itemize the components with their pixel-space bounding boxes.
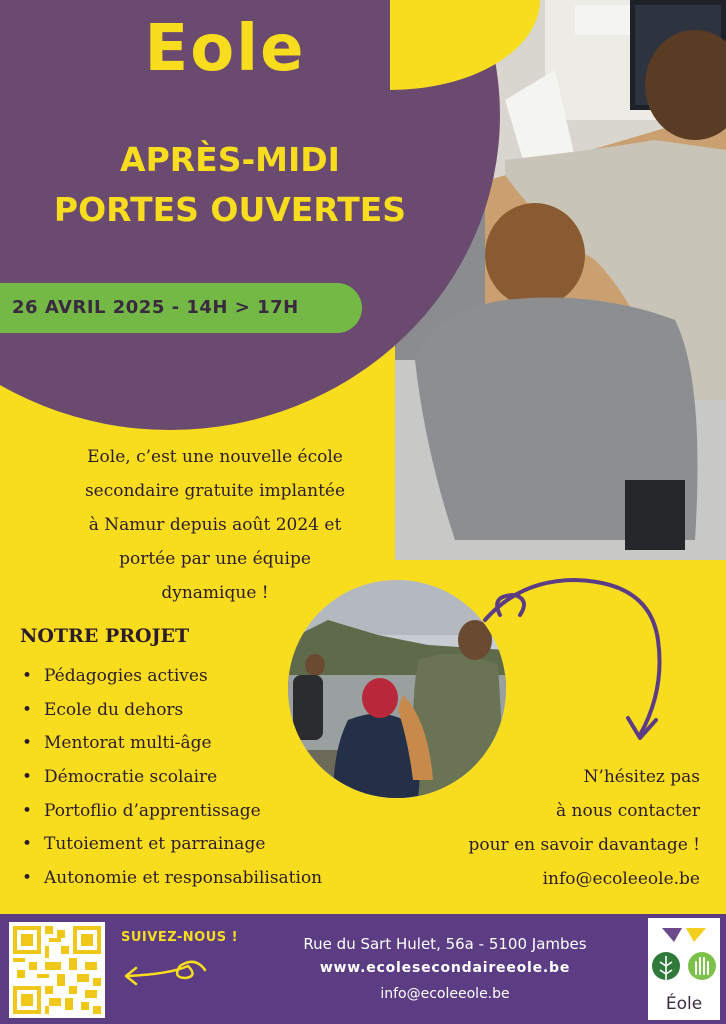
project-list bbox=[20, 660, 322, 896]
intro-line: secondaire gratuite implantée bbox=[84, 481, 346, 501]
contact-email[interactable]: info@ecoleeole.be bbox=[542, 869, 700, 889]
logo-text: Éole bbox=[665, 994, 703, 1014]
footer-address: Rue du Sart Hulet, 56a - 5100 Jambes bbox=[303, 935, 587, 953]
arrow-left-icon bbox=[120, 952, 210, 988]
list-item: • Pédagogies actives bbox=[20, 660, 322, 694]
list-item: • Ecole du dehors bbox=[20, 694, 322, 728]
event-title-line2: PORTES OUVERTES bbox=[53, 190, 407, 229]
intro-text bbox=[40, 440, 390, 610]
school-title: Eole bbox=[144, 12, 306, 86]
list-item: • Démocratie scolaire bbox=[20, 761, 322, 795]
list-item: • Autonomie et responsabilisation bbox=[20, 862, 322, 896]
event-date-pill: 26 AVRIL 2025 - 14H > 17H bbox=[0, 283, 362, 333]
event-title-line1: APRÈS-MIDI bbox=[120, 140, 340, 179]
contact-line: pour en savoir davantage ! bbox=[468, 835, 700, 855]
intro-line: dynamique ! bbox=[161, 583, 269, 603]
intro-line: à Namur depuis août 2024 et bbox=[88, 515, 342, 535]
intro-line: Eole, c’est une nouvelle école bbox=[87, 447, 343, 467]
list-item: • Tutoiement et parrainage bbox=[20, 828, 322, 862]
footer-email[interactable]: info@ecoleeole.be bbox=[380, 986, 510, 1002]
intro-line: portée par une équipe bbox=[119, 549, 311, 569]
curly-arrow-icon bbox=[480, 570, 670, 750]
contact-line: N’hésitez pas bbox=[583, 767, 700, 787]
list-item: • Portoflio d’apprentissage bbox=[20, 795, 322, 829]
list-item: • Mentorat multi-âge bbox=[20, 727, 322, 761]
follow-us-label: SUIVEZ-NOUS ! bbox=[121, 930, 239, 945]
contact-line: à nous contacter bbox=[555, 801, 700, 821]
project-heading: NOTRE PROJET bbox=[20, 625, 190, 647]
contact-block bbox=[420, 760, 700, 896]
qr-code[interactable] bbox=[9, 922, 105, 1018]
footer-website[interactable]: www.ecolesecondaireeole.be bbox=[319, 960, 571, 976]
